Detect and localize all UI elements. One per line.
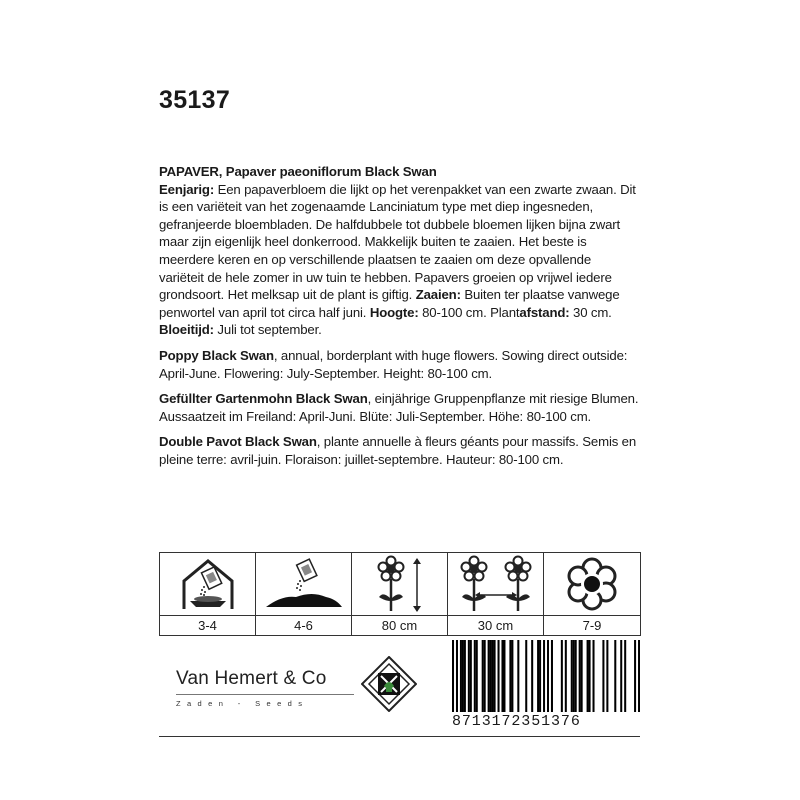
barcode-bar	[575, 640, 577, 712]
nl-height-label: Hoogte:	[369, 304, 419, 320]
barcode-bar	[537, 640, 539, 712]
nl-sow-text: Buiten ter plaatse vanwege penwortel van april tot circa half juni.	[159, 287, 620, 320]
nl-spacing-label: afstand:	[519, 304, 570, 320]
barcode-bar	[561, 640, 563, 712]
fr-name: Double Pavot Black Swan	[159, 434, 317, 450]
sow-outdoors-cell	[256, 553, 352, 635]
nl-sow-label: Zaaien:	[415, 287, 461, 303]
sow-indoors-cell	[160, 553, 256, 635]
barcode-bar	[511, 640, 513, 712]
barcode-bar	[581, 640, 583, 712]
article-number: 35137	[159, 86, 231, 114]
brand-rule	[176, 694, 354, 695]
barcode-bar	[525, 640, 527, 712]
barcode-digits: 8713172351376	[452, 712, 640, 730]
plant-spacing-value: 30 cm	[477, 618, 514, 633]
barcode-bar	[494, 640, 496, 712]
barcode-bar	[490, 640, 492, 712]
barcode-bar	[531, 640, 533, 712]
barcode-bar	[501, 640, 503, 712]
barcode-bar	[492, 640, 494, 712]
sow-outdoors-months: 4-6	[294, 618, 313, 633]
barcode-bar	[476, 640, 478, 712]
barcode-bar	[470, 640, 472, 712]
barcode-bar	[606, 640, 608, 712]
sow-indoors-icon	[168, 555, 248, 613]
barcode-bar	[589, 640, 591, 712]
barcode-bar	[468, 640, 470, 712]
flowering-icon	[562, 555, 622, 613]
nl-heading: PAPAVER, Papaver paeoniflorum Black Swan	[159, 164, 437, 179]
description-de	[159, 390, 639, 425]
nl-bloom-label: Bloeitijd:	[159, 322, 214, 338]
plant-height-cell	[352, 553, 448, 635]
barcode	[452, 640, 640, 730]
barcode-bar	[565, 640, 567, 712]
barcode-bar	[571, 640, 573, 712]
plant-height-value: 80 cm	[381, 618, 418, 633]
de-text: , einjährige Gruppenpflanze mit riesige Blumen. Aussaatzeit im Freiland: April-Juni. Blüte: Juli-September. Höhe: 80-100 cm.	[159, 391, 639, 424]
barcode-bar	[460, 640, 462, 712]
barcode-bar	[488, 640, 490, 712]
brand-name: Van Hemert & Co	[176, 668, 327, 689]
plant-spacing-cell	[448, 553, 544, 635]
brand-tagline: Zaden - Seeds	[176, 699, 309, 708]
description-nl	[159, 163, 639, 339]
barcode-bar	[474, 640, 476, 712]
plant-spacing-icon	[454, 555, 538, 613]
barcode-bar	[462, 640, 464, 712]
bottom-rule	[159, 736, 640, 737]
en-text: , annual, borderplant with huge flowers. Sowing direct outside: April-June. Flowering: July-September. Height: 80-100 cm.	[159, 347, 628, 381]
barcode-bar	[498, 640, 500, 712]
plant-height-icon	[365, 555, 435, 613]
en-name: Poppy Black Swan	[159, 347, 274, 363]
barcode-bar	[593, 640, 595, 712]
barcode-bar	[509, 640, 511, 712]
barcode-bar	[464, 640, 466, 712]
barcode-bar	[551, 640, 553, 712]
description	[159, 163, 639, 477]
brand-logo	[176, 668, 354, 708]
barcode-bar	[579, 640, 581, 712]
nl-type-label: Eenjarig:	[159, 181, 215, 197]
flowering-cell	[544, 553, 640, 635]
barcode-bar	[539, 640, 541, 712]
barcode-bar	[484, 640, 486, 712]
description-fr	[159, 433, 639, 468]
barcode-bar	[624, 640, 626, 712]
flowering-months: 7-9	[582, 618, 602, 633]
barcode-bar	[517, 640, 519, 712]
barcode-bar	[587, 640, 589, 712]
description-en	[159, 347, 639, 382]
barcode-bar	[614, 640, 616, 712]
barcode-bar	[503, 640, 505, 712]
sow-indoors-months: 3-4	[198, 618, 217, 633]
barcode-bar	[573, 640, 575, 712]
barcode-bar	[620, 640, 622, 712]
de-name: Gefüllter Gartenmohn Black Swan	[159, 391, 368, 407]
fr-text: , plante annuelle à fleurs géants pour massifs. Semis en pleine terre: avril-juin. Floraison: juillet-septembre. Hauteur: 80-100 cm.	[159, 434, 637, 467]
nl-bloom-text: Juli tot september.	[213, 322, 322, 338]
barcode-bar	[602, 640, 604, 712]
cultivation-icons	[159, 552, 641, 636]
nl-spacing-text: 30 cm.	[569, 304, 612, 320]
barcode-bar	[482, 640, 484, 712]
sow-outdoors-icon	[262, 555, 346, 613]
nl-height-text: 80-100 cm. Plant	[418, 304, 520, 320]
nl-body: Een papaverbloem die lijkt op het verenpakket van een zwarte zwaan. Dit is een variëteit van het zogenaamde Lanciniatum type met diep ingesneden, gefranjeerde bloembladen. De halfdubbele tot dubbele bloemen lijken bijna zwart maar zijn eigenlijk heel donkerrood. Makkelijk buiten te zaaien. Het beste is meerdere keren en op verschillende plaatsen te zaaien om deze opvallende variëteit de hele zomer in uw tuin te hebben. Papavers groeien op vrijwel iedere grondsoort. Het melksap uit de plant is giftig.	[159, 181, 636, 303]
brand-emblem-icon	[361, 656, 417, 712]
